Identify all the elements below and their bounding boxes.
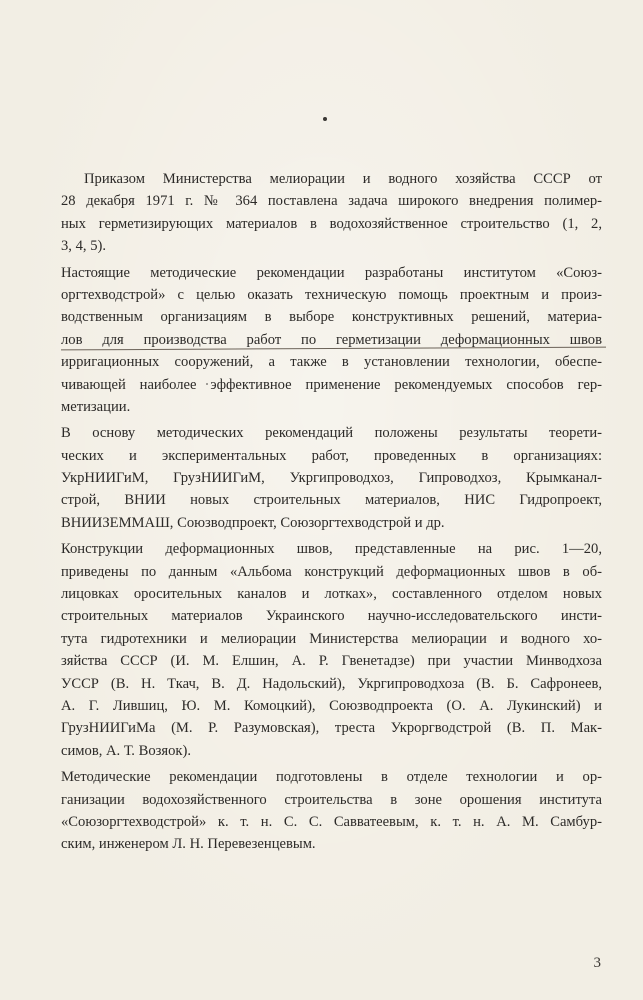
text-line: оргтехводстрой» с целью оказать техническую помощь проектным и произ- xyxy=(61,286,602,303)
paragraph-constructions xyxy=(61,538,602,762)
text-line: строительных материалов Украинского научно-исследовательского инсти- xyxy=(61,608,602,625)
text-line: водственным организациям в выборе конструктивных решений, материа- xyxy=(61,309,602,326)
text-line: строй, ВНИИ новых строительных материалов, НИС Гидропроект, xyxy=(61,492,602,509)
text-line: симов, А. Т. Возяок). xyxy=(61,742,191,759)
text-line: ГрузНИИГиМа (М. Р. Разумовская), треста Укроргводстрой (В. П. Мак- xyxy=(61,720,602,737)
text-line: 28 декабря 1971 г. № 364 поставлена задача широкого внедрения полимер- xyxy=(61,193,602,210)
text-line: тута гидротехники и мелиорации Министерства мелиорации и водного хо- xyxy=(61,630,602,647)
text-line: лицовках оросительных каналов и лотках», составленного отделом новых xyxy=(61,586,602,603)
text-line: ирригационных сооружений, а также в установлении технологии, обеспе- xyxy=(61,354,602,371)
text-line: Методические рекомендации подготовлены в отделе технологии и ор- xyxy=(61,769,602,786)
paragraph-purpose xyxy=(61,262,602,419)
text-line: 3, 4, 5). xyxy=(61,238,106,255)
text-line: УССР (В. Н. Ткач, В. Д. Надольский), Укргипроводхоза (В. Б. Сафронеев, xyxy=(61,675,602,692)
text-line: А. Г. Лившиц, Ю. М. Комоцкий), Союзводпроекта (О. А. Лукинский) и xyxy=(61,697,602,714)
paragraph-decree xyxy=(61,168,602,258)
text-line: ческих и экспериментальных работ, проведенных в организациях: xyxy=(61,447,602,464)
text-line: ных герметизирующих материалов в водохозяйственное строительство (1, 2, xyxy=(61,215,602,232)
text-line: ганизации водохозяйственного строительства в зоне орошения института xyxy=(61,791,602,808)
paragraph-authors xyxy=(61,766,602,856)
paragraph-basis xyxy=(61,422,602,534)
page-number: 3 xyxy=(593,955,601,971)
text-line: метизации. xyxy=(61,398,131,415)
body-text xyxy=(61,168,602,860)
text-line: ским, инженером Л. Н. Перевезенцевым. xyxy=(61,836,316,853)
text-line: Конструкции деформационных швов, представленные на рис. 1—20, xyxy=(61,541,602,558)
ink-speck xyxy=(323,117,327,121)
text-line: «Союзоргтехводстрой» к. т. н. С. С. Савватеевым, к. т. н. А. М. Самбур- xyxy=(61,813,602,830)
text-line-underlined: лов для производства работ по герметизации деформационных швов xyxy=(61,329,602,351)
text-line: Настоящие методические рекомендации разработаны институтом «Союз- xyxy=(61,264,602,281)
text-line: зяйства СССР (И. М. Елшин, А. Р. Гвенетадзе) при участии Минводхоза xyxy=(61,653,602,670)
text-line: приведены по данным «Альбома конструкций деформационных швов в об- xyxy=(61,563,602,580)
text-line: УкрНИИГиМ, ГрузНИИГиМ, Укргипроводхоз, Гипроводхоз, Крымканал- xyxy=(61,470,602,487)
text-line: В основу методических рекомендаций положены результаты теорети- xyxy=(61,425,602,442)
text-line: чивающей наиболее эффективное применение рекомендуемых способов гер- xyxy=(61,376,602,393)
text-line: Приказом Министерства мелиорации и водного хозяйства СССР от xyxy=(84,171,602,187)
text-line: ВНИИЗЕММАШ, Союзводпроект, Союзоргтехводстрой и др. xyxy=(61,514,445,531)
